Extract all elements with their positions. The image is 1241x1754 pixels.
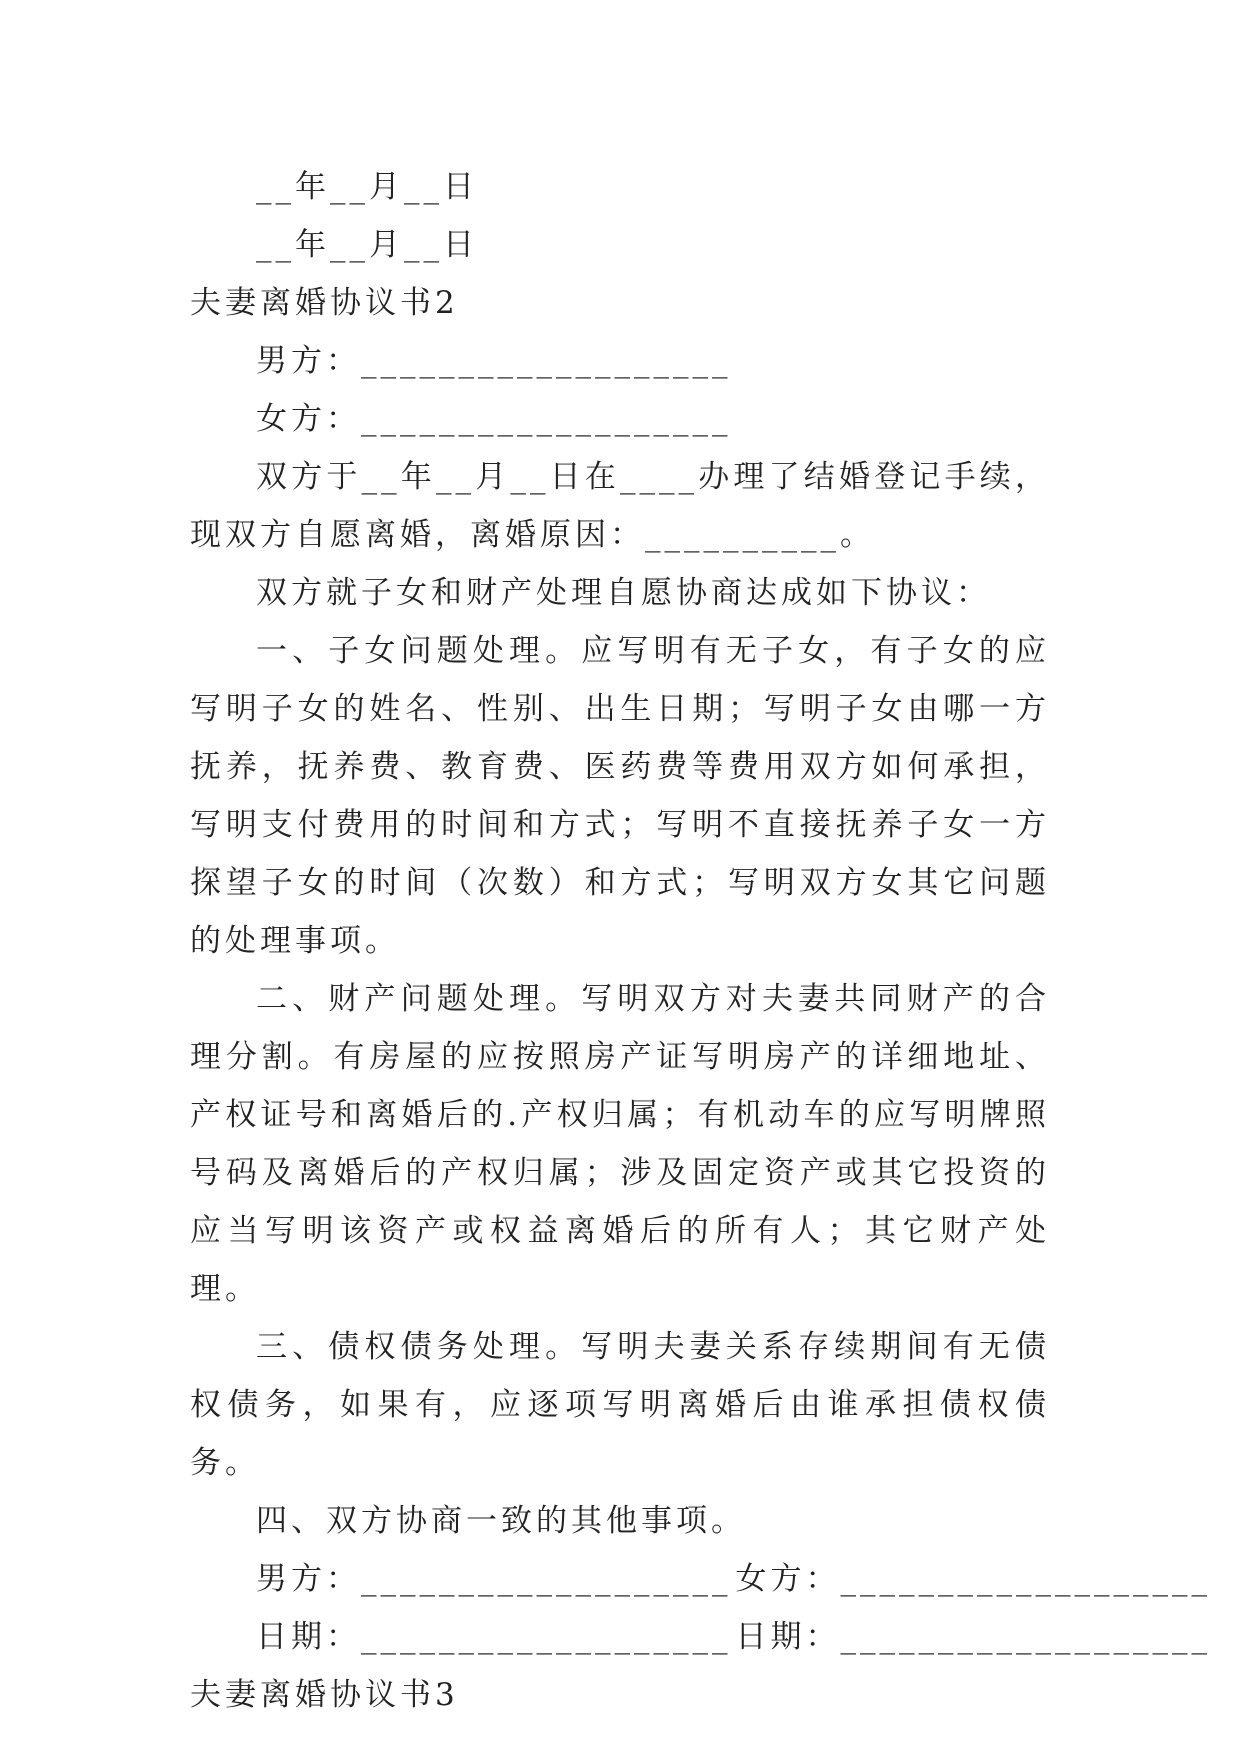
paragraph-property: 二、财产问题处理。写明双方对夫妻共同财产的合理分割。有房屋的应按照房产证写明房产的详细地址、产权证号和离婚后的.产权归属；有机动车的应写明牌照号码及离婚后的产权归属；涉及固定资产或其它投资的应当写明该资产或权益离婚后的所有人；其它财产处理。 [190, 981, 1050, 1307]
signature-female: 女方：___________________ [735, 1561, 1211, 1597]
date-left: 日期：___________________ [256, 1619, 732, 1655]
section-title-3: 夫妻离婚协议书3 [190, 1677, 459, 1713]
signature-row [190, 1550, 1211, 1608]
female-party-line: 女方：___________________ [256, 401, 732, 437]
paragraph-debts: 三、债权债务处理。写明夫妻关系存续期间有无债权债务，如果有，应逐项写明离婚后由谁承担债权债务。 [190, 1329, 1050, 1481]
document-content [190, 158, 1211, 1724]
paragraph-other-matters: 四、双方协商一致的其他事项。 [256, 1503, 746, 1539]
date-right: 日期：___________________ [735, 1619, 1211, 1655]
male-party-line: 男方：___________________ [256, 343, 732, 379]
paragraph-marriage-info: 双方于__年__月__日在____办理了结婚登记手续，现双方自愿离婚，离婚原因：__________。 [190, 459, 1050, 553]
paragraph-agreement-intro: 双方就子女和财产处理自愿协商达成如下协议： [256, 575, 991, 611]
signature-male: 男方：___________________ [256, 1561, 732, 1597]
date-line-2: __年__月__日 [256, 227, 478, 263]
paragraph-children: 一、子女问题处理。应写明有无子女，有子女的应写明子女的姓名、性别、出生日期；写明子女由哪一方抚养，抚养费、教育费、医药费等费用双方如何承担，写明支付费用的时间和方式；写明不直接抚养子女一方探望子女的时间（次数）和方式；写明双方女其它问题的处理事项。 [190, 633, 1050, 959]
section-title-2: 夫妻离婚协议书2 [190, 285, 459, 321]
date-row [190, 1608, 1211, 1666]
date-line-1: __年__月__日 [256, 169, 478, 205]
